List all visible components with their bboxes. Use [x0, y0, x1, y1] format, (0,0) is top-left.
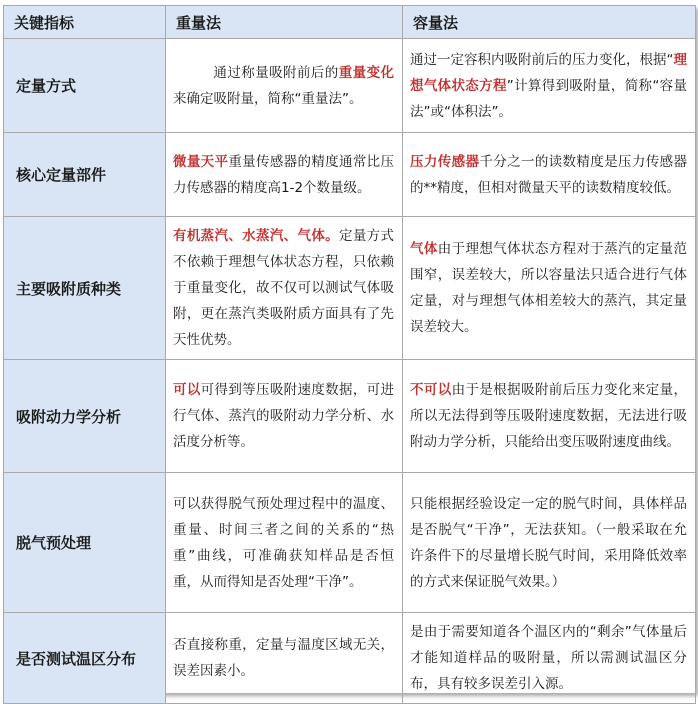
- header-volumetric: 容量法: [403, 6, 696, 39]
- volumetric-cell: [403, 360, 696, 473]
- table-row: [4, 360, 696, 473]
- volumetric-cell: 只能根据经验设定一定的脱气时间，具体样品是否脱气“干净”，无法获知。（一般采取在允许条件下的尽量增长脱气时间，采用降低效率的方式来保证脱气效果。）: [403, 473, 696, 613]
- volumetric-cell: [403, 39, 696, 133]
- comparison-table-wrapper: [3, 5, 695, 693]
- row-key: 定量方式: [4, 39, 166, 133]
- cell-text: 来确定吸附量，简称“重量法”。: [173, 90, 363, 107]
- comparison-table: [3, 5, 696, 704]
- gravimetric-cell: [166, 360, 403, 473]
- row-key: 主要吸附质种类: [4, 217, 166, 360]
- cell-text: ”计算得到吸附量，简称“容量法”或“体积法”。: [410, 77, 687, 120]
- header-gravimetric: 重量法: [166, 6, 403, 39]
- gravimetric-cell: [166, 39, 403, 133]
- cell-highlight: 有机蒸汽、水蒸汽、气体。: [173, 228, 339, 244]
- cell-highlight: 压力传感器: [410, 153, 480, 170]
- volumetric-cell: [403, 217, 696, 360]
- gravimetric-cell: 否直接称重，定量与温度区域无关，误差因素小。: [166, 613, 403, 704]
- table-row: [4, 613, 696, 704]
- table-row: [4, 217, 696, 360]
- row-key: 吸附动力学分析: [4, 360, 166, 473]
- cell-text: 重量传感器的精度通常比压力传感器的精度高1-2个数量级。: [173, 153, 395, 196]
- header-key-indicator: 关键指标: [4, 6, 166, 39]
- cell-highlight: 微量天平: [173, 153, 229, 170]
- table-row: [4, 133, 696, 217]
- cell-text: 定量方式不依赖于理想气体状态方程，只依赖于重量变化，故不仅可以测试气体吸附，更在蒸汽类吸附质方面具有了先天性优势。: [173, 228, 394, 348]
- volumetric-cell: 是由于需要知道各个温区内的“剩余”气体量后才能知道样品的吸附量，所以需测试温区分布，具有较多误差引入源。: [403, 613, 696, 704]
- gravimetric-cell: [166, 217, 403, 360]
- cell-text: 由于理想气体状态方程对于蒸汽的定量范围窄，误差较大，所以容量法只适合进行气体定量，对与理想气体相差较大的蒸汽，其定量误差较大。: [410, 241, 688, 335]
- row-key: 脱气预处理: [4, 473, 166, 613]
- cell-text: 通过一定容积内吸附前后的压力变化，根据“: [410, 51, 674, 68]
- cell-text: 由于是根据吸附前后压力变化来定量，所以无法得到等压吸附速度数据，无法进行吸附动力学分析，只能给出变压吸附速度曲线。: [410, 382, 688, 450]
- cell-highlight: 重量变化: [338, 64, 395, 81]
- cell-highlight: 不可以: [410, 382, 452, 398]
- header-row: [4, 6, 696, 39]
- table-row: [4, 473, 696, 613]
- cell-text: 千分之一的读数精度是压力传感器的**精度，但相对微量天平的读数精度较低。: [410, 153, 688, 196]
- row-key: 是否测试温区分布: [4, 613, 166, 704]
- gravimetric-cell: 可以获得脱气预处理过程中的温度、重量、时间三者之间的关系的“热重”曲线，可准确获知样品是否恒重，从而得知是否处理“干净”。: [166, 473, 403, 613]
- gravimetric-cell: [166, 133, 403, 217]
- cell-highlight: 理想气体状态方程: [410, 51, 687, 94]
- row-key: 核心定量部件: [4, 133, 166, 217]
- cell-text: 通过称量吸附前后的: [213, 64, 339, 81]
- volumetric-cell: [403, 133, 696, 217]
- cell-text: 可得到等压吸附速度数据，可进行气体、蒸汽的吸附动力学分析、水活度分析等。: [173, 382, 395, 450]
- cell-highlight: 气体: [410, 241, 438, 257]
- cell-highlight: 可以: [173, 382, 201, 398]
- table-row: [4, 39, 696, 133]
